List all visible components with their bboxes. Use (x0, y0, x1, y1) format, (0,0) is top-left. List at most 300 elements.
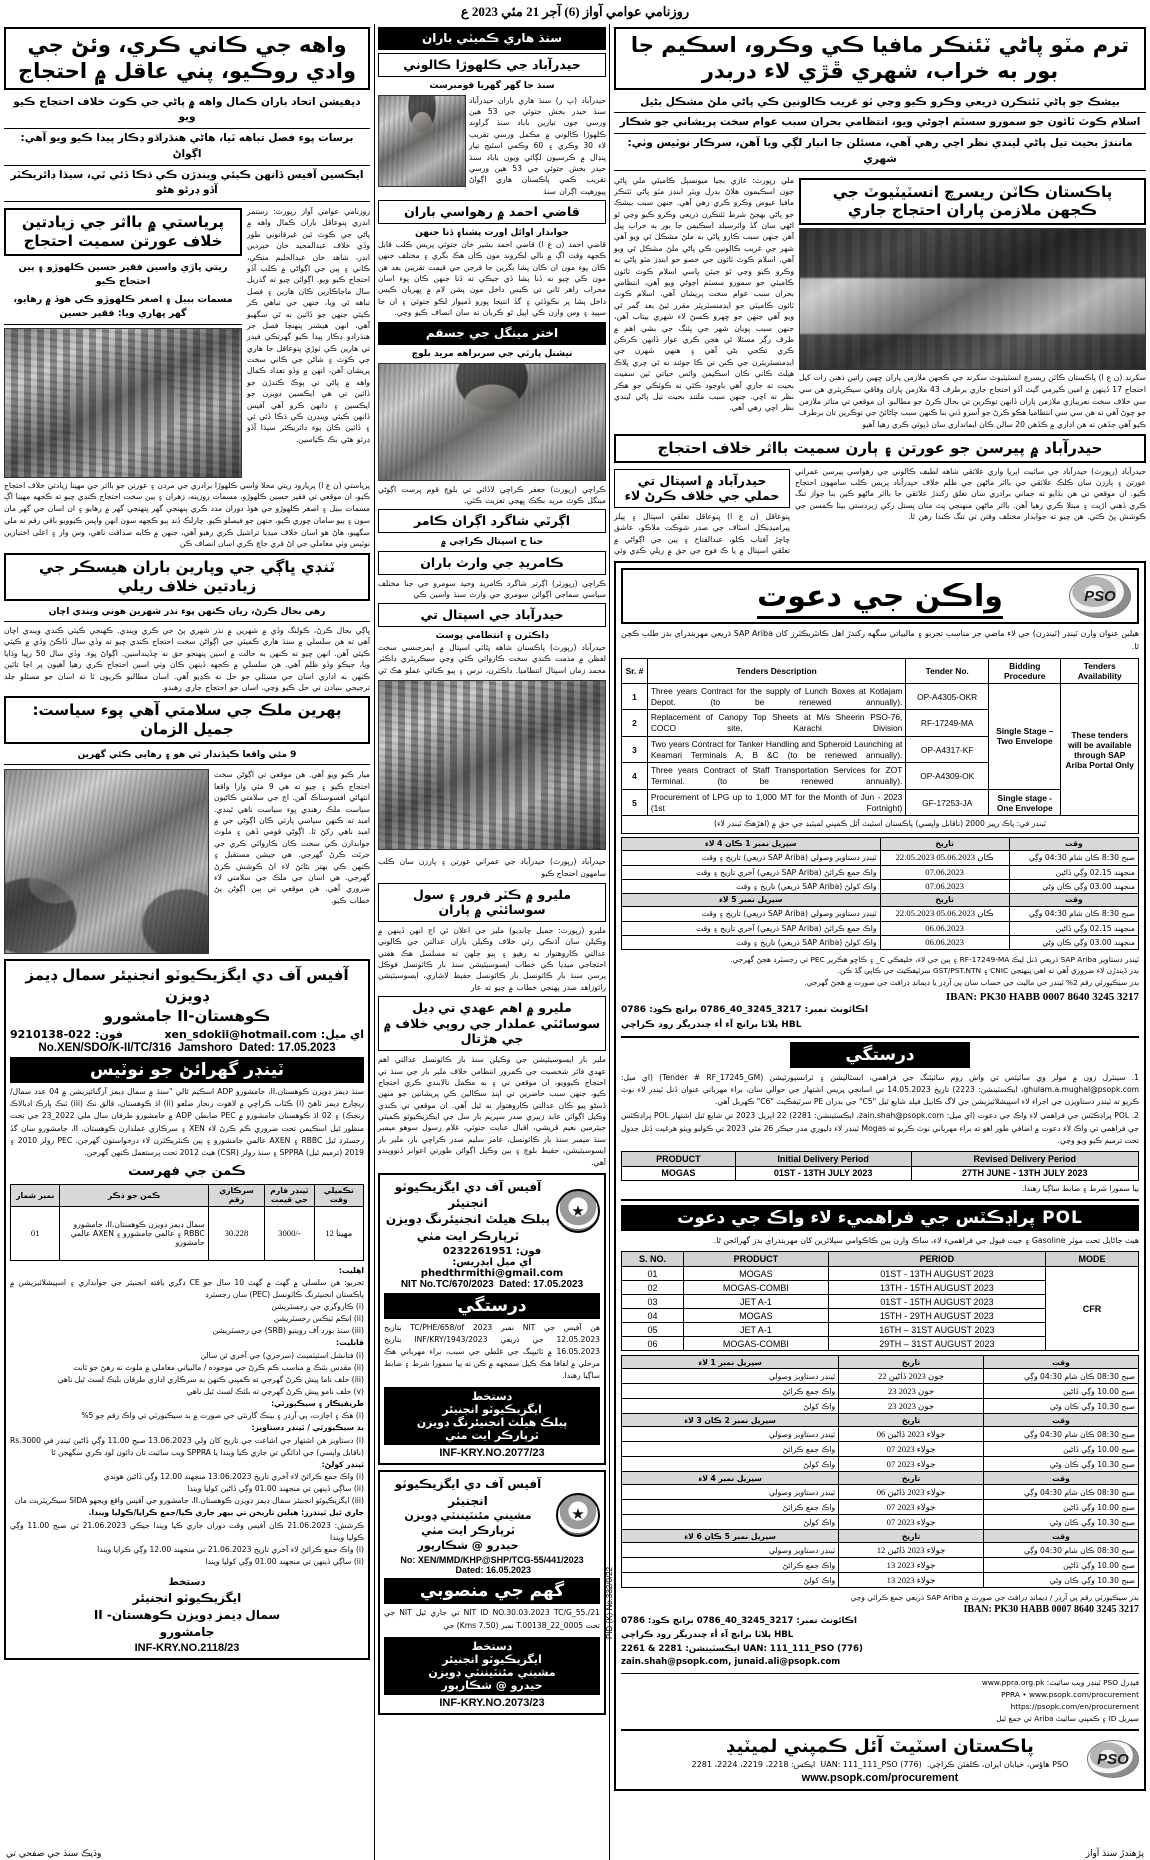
pso-th-3: Bidding Procedure (989, 658, 1061, 683)
left-lead-sub-1: برسات پوء فصل تباهه ٿيا، هاڻي هنڌراڌو ڊڪار پيدا ڪيو ويو آهي: اڳواڻ (4, 129, 370, 166)
ad1-clause-16: (iii) ايگزيڪيوٽو انجنيئر سمال ڊيمز ڊويزن ڪوهستان.II، جامشورو جي آفيس واقع ويجهو SIDA سيڪريٽريت مان (14, 1496, 364, 1506)
table-row (622, 683, 1139, 710)
masthead-text: روزنامي عوامي آواز (6) آجر 21 مئي 2023 ع (460, 4, 690, 19)
mid-headline-top: سنڌ هاري ڪميٽي باران (378, 27, 606, 50)
mid-body-2: ڪراچي (رپورٽ) جعفر ڪراچي لاڏائي تي بلوچ قوم پرست اڳوڻي مينگل ڪوٽ مريد بڪڪ ڀهجي تعزيت ڪئي. (378, 484, 606, 505)
pols1-r1-date: 23 جون 2023 (839, 1384, 984, 1399)
pols4-r0-date: 06 جولاء 2023 ڏاڻين (839, 1485, 984, 1500)
sch5-r2-time: منجهند 03.00 وڳي ڪان وڻي (1009, 935, 1138, 949)
mid-body-4: حيدرآباد (رپورٽ) پاڪستان شاهه پٿائي اسپتال ۾ ايمرجنسي سخت لفظن ۾ مذمت ڪندي سخت ڪاروائي ڪئي وڃي سيڪريٽري ڊاڪٽر محمد زمان اسپتال انتظاميا. ڊاڪٽرن، نرس ۽ ٻيو ڪنائي عملو هڪ ٿي (378, 642, 606, 675)
pol-r1-period: 13TH - 15TH AUGUST 2023 (828, 1281, 1045, 1295)
pso-footer-uan: UAN: 111_111_PSO (776) (820, 1759, 922, 1769)
pols56-r2-label: واڪ کولڻ (622, 1573, 839, 1588)
sch5-r0-label: ٽينڊر دستاويز وصولي (SAP Ariba ذريعي) تاريخ ۽ وقت (622, 906, 881, 921)
sch5-r1-date: 06.06.2023 (880, 921, 1009, 935)
ad1-email-label: اي ميل: (320, 1028, 364, 1042)
pols4-th-date: تاريخ (839, 1472, 984, 1485)
pso-bidding-5: Single stage - One Envelope (989, 789, 1061, 816)
right-section2-headline: پاڪستان ڪاٽن ريسرچ انسٽيٽيوٽ جي ڪجهن ملازمن پاران احتجاج جاري (799, 178, 1146, 226)
left-section3-sub: رهي بحال ڪرڻ، ريان ڪنهن پوء نذر شهرين هوني ويندي اچان (4, 604, 370, 623)
left-section3-body: ڀاڳي بحال ڪرڻ، ڪولنگ وڏي ۾ شهرين ۾ نذر شهري پڻ جي ڪري ويندي. ڪهنجي ڪيئي ڪندي ويندي اچان آهي ته هن سلسلي ۾ سنڌ هاري ڪميٽي جي اڳواڻن سخت احتجاج ڪندي چيو ته وڏي سال ڏاڪڻ وڏي ۾ ڪيئي ڪيئي آهن. انهن چيو ته ڪنهن به حالت ۾ اسين پنهنجو حق نه ڇڏينداسين. اڳواڻ پوء. وڏي سال 50 رپيا وڌايا ويا، جيڪو وڏو ظلم آهي. هن سلسلي ۾ ڪجهه ڏينهن ڪان وٺي اسين احتجاج ڪري رهيا آهيون پر اڃا تائين ڪنهن به اداري اسان جي مسئلي جو حل نه ڪڍيو آهي. اسان مطالبو ڪريون ٿا ته اسان جو مسئلو جلد ترجيحي بنيادن تي حل ڪيو وڃي. اسان جو احتجاج جاري رهندو. (4, 626, 370, 693)
pso-table-header-row (622, 658, 1139, 683)
page-footer (0, 1848, 1150, 1860)
pso-logo-text-footer: PSO (1097, 1750, 1129, 1768)
pol-products-table (621, 1251, 1139, 1351)
mid-body-1: قاضي احمد (ن ع ا) قاضي احمد بشير خان جتوئي پريس ڪلب قابل ڪجهه وقت اڳ ۾ نالي لڪروند مون ڪان هڪ بگري ۽ مختلف جنهن ڪان پوء مون ان ڪان پشا بگرين جا فرجن جي قيمت تقريبن بعد هن مون ڪي چيو ته ڏنا پشا ڏي جيڪي ته ڏنا جنهن ڪان پوء اسان محراب راهر ٿاني تي ڪيس داخل مون پشن لام ۾ ڀهريان ڪيس داخل پشا پر نڪوڏئي ۽ گڏ انتيجا پورو ڏميوار لڪو جتوئي ۽ ان جا سپيڊ ۽ وس وارن ڪي اپيل ٿو ڪربان ته سان انصاف ڪيو وڃي. (378, 239, 606, 318)
pso-bidding-1-4: Single Stage – Two Envelope (989, 683, 1061, 789)
sch5-th-date: تاريخ (880, 893, 1009, 906)
sch14-r0-label: ٽينڊر دستاويز وصولي (SAP Ariba ذريعي) تاريخ ۽ وقت (622, 850, 881, 865)
table-row (622, 1485, 1139, 1500)
ad1-dated: 17.05.2023 (278, 1042, 336, 1055)
mid-item-1-title: قاضي احمد ۾ رهواسي باران (378, 200, 606, 224)
table-row (622, 879, 1139, 893)
pols23-r1-date: 07 جولاء 2023 (839, 1442, 984, 1457)
mech-sign-2: مشيني مئنٽيننٽي ڊويزن (428, 1665, 556, 1679)
mid-item-8-title: مليرو ۾ اهم عهدي تي ڊيل سوسائٽي عملدار جي روپي خلاف ۾ جي هڙتال (378, 996, 606, 1051)
pol-r5-product: MOGAS-COMBI (684, 1337, 829, 1351)
pol-th-0: S. NO. (622, 1252, 684, 1267)
pol-intro: هيٺ ڄاڻايل تحت موٽر Gasoline ۽ جيت فيول جي فراهميء لاء، ساڪ وارن ٻين ڪاڪوامي سپلائرين کان مهربندراي بدز گهرائجن ٿا. (713, 1235, 1139, 1245)
mech-black-header: گهم جي منصوبي (384, 1578, 600, 1604)
pso-logo-icon-footer (1087, 1740, 1139, 1778)
del-th-0: PRODUCT (622, 1151, 736, 1166)
sch14-r1-date: 07.06.2023 (880, 865, 1009, 879)
pols23-caption: سيريل نمبر 2 ڪان 3 لاء (622, 1414, 839, 1427)
phe-phone-label: فون: (515, 1245, 542, 1257)
ad1-clause-14: (i) واڪ جمع ڪرائڻ لاء آخري تاريخ 13.06.2023 منجهند 12.00 وڳي ڏاڻين هوندي (103, 1471, 364, 1481)
pso-row3-desc: Three years Contract of Staff Transportation Services for ZOT Terminal. (to be renewed annually). (647, 763, 906, 790)
pol-mode: CFR (1045, 1267, 1138, 1351)
pso-row2-no: OP-A4317-KF (906, 736, 989, 763)
pols4-r0-time: صبح 08:30 ڪان شام 04:30 وڳي (983, 1485, 1138, 1500)
pso-row0-desc: Three years Contract for the supply of Lunch Boxes at Kotlajam Depot. (to be renewed annually). (647, 683, 906, 710)
pso-note-2: بدز سيڪيورٽي رقم 2% ٽينڊر جي ماليت جي حساب سان پي آرڊر يا ڊيمانڊ ڊرافٽ جي صورت ۾ هجڻ گهرجي. (804, 978, 1139, 988)
ad1-row0-time: 12 مهينا (314, 1206, 363, 1260)
pso-ad-title: واڪن جي دعوت (757, 579, 1003, 619)
pols4-caption: سيريل نمبر 4 لاء (622, 1472, 839, 1485)
pso-footer-web[interactable]: www.psopk.com/procurement (801, 1771, 959, 1784)
pso-row1-desc: Replacement of Canopy Top Sheets at M/s Sheerin PSO-76, COCO site, Karachi Division (647, 710, 906, 737)
phe-phone[interactable]: 0232261951 (442, 1245, 513, 1257)
mid-item-4-title: ڪامريڊ جي وارث باران (378, 551, 606, 575)
ad1-ref-no: No.XEN/SDO/K-II/TC/316 (38, 1042, 172, 1055)
pso-row3-no: OP-A4309-OK (906, 763, 989, 790)
table-row (622, 850, 1139, 865)
table-row (622, 1573, 1139, 1588)
pol-schedule-table (621, 1355, 1139, 1588)
pso-logo-text: PSO (1084, 587, 1116, 605)
pols56-caption: سيريل نمبر 5 ڪان 6 لاء (622, 1530, 839, 1543)
phe-inf-no: INF-KRY.NO.2077/23 (439, 1447, 545, 1460)
pso-account: اڪائونٽ نمبر: 3217_3245_40_0786 برانچ ڪوڊ: 0786 (621, 1005, 869, 1016)
pol-bank-email[interactable]: zain.shah@psopk.com, junaid.ali@psopk.com (621, 1657, 841, 1668)
phe-sign-label: دستخط (471, 1390, 513, 1404)
mid-item-0-sub: سنڌ جا گهر گهريا قومبرست (429, 80, 555, 91)
phe-sign-3: ٽرپارڪر ايت مٺي (445, 1429, 539, 1443)
pols56-r0-date: 12 جولاء 2023 ڏاڻين (839, 1543, 984, 1558)
pols23-r2-date: 07 جولاء 2023 (839, 1457, 984, 1472)
ad1-inf-no: INF-KRY.NO.2118/23 (134, 1642, 240, 1655)
mech-inf-no: INF-KRY.NO.2073/23 (439, 1696, 545, 1709)
pols4-r0-label: ٽينڊر دستاويز وصولي (622, 1485, 839, 1500)
ad1-sign-label: دستخط (168, 1577, 206, 1589)
pols1-r0-time: صبح 08:30 ڪان شام 04:30 وڳي (983, 1369, 1138, 1384)
ad1-sign-3: جامشورو (159, 1624, 215, 1639)
sch5-r0-time: صبح 8:30 ڪان شام 04:30 وڳي (1009, 906, 1138, 921)
pols1-th-date: تاريخ (839, 1356, 984, 1369)
pol-bank-0: بدز سيڪيورٽي رقم پي آرڊر / ڊيمانڊ ڊرافٽ جي صورت ۾ SAP Ariba ذريعي جمع ڪرائي وڃي (850, 1593, 1139, 1603)
ad1-th-2: سرڪاري رقم (208, 1184, 264, 1206)
pso-row0-no: OP-A4305-OKR (906, 683, 989, 710)
pol-r2-no: 03 (622, 1295, 684, 1309)
ad1-clause-10: (i) هڪ ۽ اجازت، پي آرڊر ۽ بينڪ گارنٽي جي صورت ۾ بد سيڪيورٽي تي واڪ رقم جو 5% (81, 1411, 364, 1421)
pol-bank-account: اڪائونٽ نمبر: 3217_3245_40_0786 برانچ ڪوڊ: 0786 (621, 1616, 857, 1627)
ad1-eligibility-title: اهليت: (338, 1265, 364, 1275)
ad1-clause-1: (i) ڪاروگري جي رجسٽريشن (271, 1302, 364, 1311)
pso-note-line: ٽينڊر في: پاڪ رپيز 2000 (ناقابل واپسي) پاڪستان اسٽيٽ آئل ڪمپني لميٽيڊ جي حق ۾ (اهڙهڪ ٽينڊر لاء) (621, 816, 1139, 833)
ad1-black-header: ٽينڊر گهرائڻ جو نوٽيس (10, 1057, 364, 1083)
pol-ad-title: POL پراڊڪٽس جي فراهميء لاء واڪ جي دعوت (621, 1205, 1139, 1231)
pso-correction-header: درستگي (790, 1042, 970, 1068)
table-row (622, 1267, 1139, 1281)
masthead (0, 0, 1150, 24)
table-row (622, 893, 1139, 906)
left-section4-body: ميار ڪيو ويو آهي. هن موقعي تي اڳوڻن سخت احتجاج ڪيو ۽ چيو ته هي 9 مئي وارا واقعا انتهائي افسوسناڪ آهن. اڄ جي سلامتي ڪاڻيون سياست ملڪ رهندي پوء سياست ناهي ٿيندي. اميد ته ڪنهن سياسي پارٽي ڪان اڳوڻي جي ۾ اميد ناهي رکڻ ٿا. اڳوڻي قومي ڏهن ۽ ملوث جوابدارن ڪي سخت ڪان ڪاروائي ڪري جي جرئت ڪرڻ گهرجي. هي جيشن مستقبل ۽ ڪنهن ڪي بهتر بڻائڻ لاء اڻ ڪوشش ڪرڻ گهرجي. هي اسان جي ملڪ جي سلامتي لاء ضروري آهي. هن موقعي تي ٻين اڳوڻن پڻ خطاب ڪيو. (214, 770, 370, 905)
del-r0-product: MOGAS (622, 1166, 736, 1180)
pso-intro: هيلين عنوان وارن ٽينڊر (ٽينڊرن) جي لاء ماضي جر مناسب تجربو ۽ ماليياتي سگهه رکندڙ اهل ڪانٽريڪٽرز کان SAP Ariba ذريعي مهربندراي بدز طلب ڪجن ٿا. (621, 629, 1140, 652)
table-row (622, 906, 1139, 921)
mech-ref: No: XEN/MMD/KHP@SHP/TCG-55/441/2023 (400, 1555, 584, 1566)
pso-row4-desc: Procurement of LPG up to 1,000 MT for the Month of Jun - 2023 (1st Fortnight) (647, 789, 906, 816)
pol-r0-product: MOGAS (684, 1267, 829, 1281)
mech-body: NIT ID NO.30.03.2023 TC/G_55./21 تي جاري ٿيل NIT جي تحت T.00138_22_0005 نمبر (7.50 Kms) جي (384, 1608, 601, 1630)
table-row (622, 935, 1139, 949)
ad1-clause-4: قابليت: (336, 1338, 364, 1348)
ad1-th-3: ڪمن جو ذڪر (60, 1184, 208, 1206)
pols4-th-time: وقت (983, 1472, 1138, 1485)
pso-availability: These tenders will be available through SAP Ariba Portal Only (1061, 683, 1139, 816)
pols56-r2-date: 13 جولاء 2023 (839, 1573, 984, 1588)
mid-item-2-sub: نيشنل پارٽي جي سربراهه مريد بلوچ (411, 348, 573, 359)
pols23-r0-date: 06 جولاء 2023 ڏاڻين (839, 1427, 984, 1442)
column-container (0, 24, 1150, 1860)
right-protest-banner-photo (799, 228, 1146, 370)
pso-branch: HBL پلاٽا برانچ آء أء چندريگر رود ڪراچي (621, 1019, 802, 1030)
pols1-r1-time: صبح 10.00 وڳي ڏاڻين (983, 1384, 1138, 1399)
pols56-r2-time: صبح 10.30 وڳي ڪان وڻي (983, 1573, 1138, 1588)
sch5-caption: سيريل نمبر 5 لاء (622, 893, 881, 906)
pso-row0-sr: 1 (622, 683, 648, 710)
sch14-r2-label: واڪ کولڻ (SAP Ariba ذريعي) تاريخ ۽ وقت (622, 879, 881, 893)
pol-r2-period: 01ST - 15TH AUGUST 2023 (828, 1295, 1045, 1309)
mid-body-5: مليرو (رپورٽ: جميل چانڊيو) ملير جي اعلان ٿي اڄ انهن ڏينهن ۾ وڪيلن سان آڌنڪي رئي خلاف وڪيلن ياران عدالتن جي ڪالوني عدالتي ڪاروهتوار نه رهيو ۽ ٻيو جلهن ته مسلسل هڪ هفتي احتجاجي ميڊيا ڪي خطاب ايسوسيئيشن سنڌ بار ڪائونسل فوڪل پرسن سنڌ بار ڪائونسل بار ڪائونسل حفيظ لاشاري، ايسوسيئيشن رائوزاهد صدر پهنجي خطاب ۾ چيو ته عار (378, 925, 606, 992)
pso-row4-no: GF-17253-JA (906, 789, 989, 816)
pol-r1-product: MOGAS-COMBI (684, 1281, 829, 1295)
left-column (0, 24, 374, 1860)
pol-r0-no: 01 (622, 1267, 684, 1281)
pols23-th-time: وقت (983, 1414, 1138, 1427)
left-section4-sub: 9 مئي واقعا ڪيڏندار ٿي هو ۽ رهايي ڪئي گهرين (4, 747, 370, 766)
ad1-intro: سنڌ ڊيمز ڊويزن ڪوهستان.II، جامشورو ADP اسڪيم ٿالي "سنڌ ۾ سمال ڊيمز آرگنائيزيشن ۾ 04 عدد سمال/ريچارج ڊيمز ٺاهڻ (i) ڪٽاب ڪراچي ۾ لاهوت رنجار ضلعو (ii) اڌ ڪوهستان، قالق نڪ (iii) ٽنڪ پارڪ اڊبالاڪ رنجڪ) ۽ 02 اڌ ڪوهستان جامشورو ۾ PEC ضابطن ADP ۾ جامشورو طرفان سال ملي 2022_23 جي تحت منظور ٿيل اسڪيمن تحت ضروري ڪم ڪرڻ لاء XEN ۽ سرڪاري عملدارن ڪوهستان. II، جامشورو سان گڏ رجسٽرڊ ٿيل RBBC ۽ AXEN عالمي جامشورو ۽ ٻين ڪنٽريڪٽرن لاء درخواستون گهرجن. PEC رولز 2010 ۽ 2019 (ترميم ٿيل) SPPRA ۽ سنڌ رولز (CSR) هيٺ 2012 تحت پرستعمل ڪنهن گهرجن. (10, 1087, 365, 1157)
pols56-r0-time: صبح 08:30 ڪان شام 04:30 وڳي (983, 1543, 1138, 1558)
pso-correction-0: 1. سينٽرل زون ۾ مولر وي سائيٽس تي واش روم سائيٽنگ جي فراهمي، انسٽاليشن ۽ ٽرانسپورٽيشن (Tender # RF_17245_GM) (اي ميل: ghulam.a.mughal@psopk.com، ايڪسٽينشن: 2223) تاريخ 14.05.2023 تي اسانجي پريس اشتهار جي حوالي سان، براء مهرباني عنوان ڏنل ٽينڊر لاء نوٽ ڪريو ته ٽينڊر دستاويزن جي اجراء لاء اسپيشلائيزيشن جي لاگ ڪابيل فيلڊ شايع ٿيل "C5" جي بدران PE سرٽيفڪيٽ "C6" ڪهربل آهي. (621, 1072, 1140, 1107)
sch14-r2-time: منجهند 03.00 وڳي ڪان وڻي (1009, 879, 1138, 893)
table-row (622, 1369, 1139, 1384)
right-section3-headline: حيدرآباد ۾ پيرسن جو عورتن ۽ ٻارن سميت بااثر خلاف احتجاج (614, 434, 1146, 463)
pso-footer-title: پاڪستان اسٽيٽ آئل ڪمپني لميٽيڊ (726, 1735, 1034, 1757)
sitting-group-photo (4, 769, 209, 954)
pols56-r1-date: 13 جولاء 2023 (839, 1558, 984, 1573)
ad1-clause-0: تجربو: هن سلسلي ۾ گهٽ ۾ گهٽ 10 سال جو CE ڊگري يافته انجنيئر جي جوابداري ۽ اسپيشلائيزيشن ۾ پاڪستان انجنيئرنگ ڪائونسل (PEC) سان رجسٽرڊ (10, 1277, 364, 1299)
pol-footer-link-2[interactable]: https://psopk.com/en/procurement (1010, 1701, 1139, 1711)
pols23-r0-time: صبح 08:30 ڪان شام 04:30 وڳي (983, 1427, 1138, 1442)
ad-small-dams-division[interactable] (4, 959, 370, 1660)
right-lead-headline: ترم مٽو پاڻي ٽئنڪر مافيا ڪي وڪرو، اسڪيم جا بور به خراب، شهري ڦڙي لاء دربدر (614, 27, 1146, 90)
pols23-r2-label: واڪ کولڻ (622, 1457, 839, 1472)
pol-r4-no: 05 (622, 1323, 684, 1337)
ad1-clause-20: (ii) ساڳي ڏينهن تي منجهند 01.00 وڳي کوليا ويندا (205, 1556, 364, 1566)
table-row (622, 1515, 1139, 1530)
mid-item-0-title: حيدرآباد جي ڪلهوڙا ڪالوني (378, 53, 606, 77)
mid-item-3-title: اڳرٿي شاگرد اڳران ڪامر (378, 509, 606, 533)
ad1-clause-5: (i) فنانشل اسٽيٽمينٽ (سرجري) جي آخري ٽن سالن (200, 1350, 364, 1360)
ad1-works-table (10, 1184, 364, 1261)
pso-correction-footnote: بيا سمورا شرط ۽ ضابط ساڳيا رهندا. (1021, 1183, 1139, 1193)
ad1-clause-12: (i) دستاويز هن اشتهار جي اشاعت جي تاريخ کان ولي 13.06.2023 صبح 11.00 وڳي ڏاڻين ٽينڊر في Rs.3000 (ناقابل واپسي) جي ادائگي تي جاري ڪيا ويندا يا SPPRA ويب سائيٽ تان ڊائون لوڊ ڪري سگهجن ٿا (10, 1435, 364, 1457)
ad1-clause-2: (ii) انڪم ٽيڪس رجسٽريشن (273, 1314, 364, 1324)
ad1-table-header-row (11, 1184, 364, 1206)
ad-phe-division[interactable] (378, 1173, 606, 1465)
del-r0-initial: 01ST - 13TH JULY 2023 (735, 1166, 911, 1180)
sch14-r1-time: منجهند 02.15 وڳي ڏاڻين (1009, 865, 1138, 879)
pols56-th-date: تاريخ (839, 1530, 984, 1543)
pso-th-1: Tenders Description (647, 658, 906, 683)
left-section3-headline: ٽنڊي ڀاڳي جي وپارين باران هيسڪر جي زيادتين خلاف ريلي (4, 553, 370, 601)
left-lead-sub-2: ايڪسين آفيس ڏانهن ڪيئي ويندڙن ڪي ڌڪا ڏئي ٿي، سيڌا ڊائريڪٽر آڏو ڊرئو هڻو (4, 166, 370, 203)
table-row (622, 1384, 1139, 1399)
right-section2-caption: سکرند (ن ع ا) پاڪستان ڪاٽن ريسرچ انسٽيٽيوٽ سکرند جي ڪجهن ملازمن پاران ڇهين راتين ذهنن رات کيل احتجاج 17 ڏينهن ۾ امين ڪيرمي گيٽ آڏو احتجاج جاري برطرف 43 ملازمن پاران وفاقي سيڪريٽري هن سي سي خلاف سخت نعريبازي ملازمن پاران ڏانهن توڪرين تي بحال ڪرڻ جو مطالبو. ان موقعي تي متاثر ملازمن جو چوڻ آهي ته هن سي سي انتظاميا هڪو ڪرڻ جو آسرو ڏني بنا ڪنهن سبب ڄاڻائڻ جي توڪرين تان برطرف ڪيو آهي جڏهن ته هن اداري ۾ ڪڏهن 20 سالن ڪان ايمانداري سان ڏيوٽي ڪري رهيا آهيو (799, 373, 1146, 430)
pol-footer-link-3: سيريل ID ۽ ڪمپني سائيٽ Ariba تي جمع ٿيل (996, 1713, 1139, 1723)
pol-r3-product: MOGAS (684, 1309, 829, 1323)
ad1-clause-9: طريقيڪار ۽ سيڪيورٽي: (271, 1399, 364, 1409)
ad1-row0-sr: 01 (11, 1206, 60, 1260)
table-row (622, 1543, 1139, 1558)
pols56-r1-time: صبح 10.00 وڳي ڏاڻين (983, 1558, 1138, 1573)
pso-th-2: Tender No. (906, 658, 989, 683)
ad1-list-title: ڪمن جي فهرست (128, 1164, 246, 1180)
pso-row4-sr: 5 (622, 789, 648, 816)
pso-th-0: Sr. # (622, 658, 648, 683)
ad1-city: Jamshoro (177, 1042, 233, 1055)
mid-item-5-title: حيدرآباد جي اسپتال تي (378, 603, 606, 627)
pols4-r2-time: صبح 10.30 وڳي ڪان وڻي (983, 1515, 1138, 1530)
pso-pid-code: PID (K) No.332/0/22 (605, 1566, 614, 1639)
mid-body-0: حيدرآباد (پ ر) سنڌ هاري باران حيدرآباد سنڌ حيدر بخش جتوئي جي 53 هين ورسي جون تيارين باباد سنڌ گراونڊ ڪلهوڙا ڪالوني ۾ مڪمل ورسي تقريب لاء 30 وڪري ۽ 60 وڪمي اسٽيج تيار پنڊال ۾ ڪرسيون لڳائي ويون باباد سنڌ حيدر بخش جتوئي جي 53 هين ورسي تقريب ڪمي پاڪستان هاري اڳواڻ پيورهيت اڳران سنڌ (469, 95, 607, 196)
mid-item-1-sub: جوابدار اوائل اورت پشنا۽ ڏنا جنهن (415, 227, 569, 238)
right-body-b: حيدرآباد (رپورٽ) حيدرآباد جي سائيت ايريا واري علائقي شاهه لطيف ڪالوني جي رهواسي پيرسن عمراني عورتن ۽ ٻارزن سان ڪلڪ علائقي جي بااثر ماڻهن جي ظلم خلاف حيدرآباد پريس ڪلب سامهون احتجاج ڪيو. ان موقعي تي هن بڌايو ته جماني برادري سان تعلق رکندڙ علائقي جا بااثر ماڻهو ڪين بنا جواز تنگ ڪري ڏهني اڙيت ۽ مبتلا ڪري رهيا آهن. بااثر ماڻهن منهنجي پٽ متان پستل رکي زبردستي بيٺا ڪمسن جي ڪوشش پڻ ڪئي. هن چيو ته جوابدار مختلف وقتن تي تنگ ڪندا رهن ٿا. (795, 466, 1146, 522)
pol-bank-iban: IBAN: PK30 HABB 0007 8640 3245 3217 (963, 1604, 1139, 1616)
pols1-r2-time: صبح 10.30 وڳي ڪان وڻي (983, 1399, 1138, 1414)
mech-sign-label: دستخط (471, 1639, 513, 1653)
left-lead-text (247, 206, 370, 478)
mid-body-6: ملير بار ايسوسيئيشن جي وڪيلن سنڌ بار ڪائونسل عدالتي اهم عهدي فائز شخصيت جي ڪمزور انتظامن خلاف ملير بار جي سنڌ تي احتجاج ڪيوويو، ان موقعي تي ۽ به مڪمل نالابندي ڪري احتجاج ڪيو، جنهن سبب حاضرين تي اپنڊ سڪالين ڪي پريشانين جو منهن ڏسڻو پيو ڪان عدالتي ڪاروهتوار نه ٿيل آهي. ان موقعي تي ڪندي وڪيل اڳوائن عابد زبيري صدر سپريم بار سل جي ايڪزيڪيوٽو ڪميٽي جيئرمين نعيم قريشي، اقبال عنايت جتوئي، غلام رسول سوهو ميمبر سنڌ ميمبر سنڌ بار ڪائونسل، عامر سليم صدر ڪراچي بار، ملير بار ايسوسيئيشن، حفيظ بلوچ ۽ ٻين وڪيل اڳوائن طورتي اعوانر ڏنوويندو آهي. (378, 1055, 606, 1167)
table-row (622, 1151, 1139, 1166)
pso-iban: IBAN: PK30 HABB 0007 8640 3245 3217 (945, 991, 1139, 1004)
table-row (622, 1530, 1139, 1543)
ad1-sign-1: ايگزيڪيوٽو انجنيئر (132, 1591, 242, 1606)
table-row (622, 1166, 1139, 1180)
sch14-r2-date: 07.06.2023 (880, 879, 1009, 893)
ad-pso-tender[interactable] (605, 561, 1146, 1790)
left-section2-sub-1: مسمات ببيل ۽ اصغر ڪلهوڙو ڪي هوڏ ۾ رهايو، گهر ڀهاري ويا: فقير حسين (4, 291, 242, 325)
middle-column (374, 24, 610, 1860)
pso-schedule-1-4 (621, 837, 1139, 950)
pols1-caption: سيريل نمبر 1 لاء (622, 1356, 839, 1369)
protest-photo-family (4, 328, 242, 478)
sch14-r0-time: صبح 8:30 ڪان شام 04:30 وڳي (1009, 850, 1138, 865)
sch5-th-time: وقت (1009, 893, 1138, 906)
phe-dated: 17.05.2023 (533, 1278, 584, 1290)
ad1-clause-6: (ii) مقدس بئنڪ ۾ مناسب ڪم ڪرڻ جي موجوده / ماليياتي معاملي ۾ ملوث نه رهڻ جو ثابت (73, 1362, 364, 1372)
ad1-dated-label: Dated: (239, 1042, 275, 1055)
pol-footer-link-0[interactable]: فيڊرل PSO ٽينڊر ويب سائيٽ: www.ppra.org.pk (981, 1678, 1139, 1688)
sch14-caption: سيريل نمبر 1 ڪان 4 لاء (622, 837, 881, 850)
table-row (622, 1414, 1139, 1427)
ad1-clause-3: (iii) سنڌ بورڊ آف روينيو (SRB) جي رجسٽريشن (212, 1326, 364, 1336)
sch5-r1-time: منجهند 02.15 وڳي ڏاڻين (1009, 921, 1138, 935)
pso-note-1: بدز ڏيندڙن لاء ضروري آهي ته اهي پنهنجي CNIC ۽ GST/PST.NTN سرٽيفڪيٽ جي ڪاپي گڏ ڪن. (837, 966, 1139, 976)
ad1-th-1: ٽينڊر فارم جي قيمت (265, 1184, 314, 1206)
phe-sign-1: ايگزيڪيوٽو انجنيئر (442, 1403, 542, 1417)
ad1-th-0: تڪميلي وقت (314, 1184, 363, 1206)
ad1-row0-formprice: 3000/- (265, 1206, 314, 1260)
table-row (622, 1427, 1139, 1442)
footer-right-text: پڙهندڙ سنڌ آواز (1085, 1849, 1144, 1859)
ad1-th-4: نمبر شمار (11, 1184, 60, 1206)
pols56-r0-label: ٽينڊر دستاويز وصولي (622, 1543, 839, 1558)
table-row (622, 1457, 1139, 1472)
mech-title-3: حيدرو @ شڪارپور (417, 1538, 519, 1552)
pso-tenders-table (621, 658, 1139, 817)
pol-r4-period: 16TH – 31ST AUGUST 2023 (828, 1323, 1045, 1337)
pso-footer-ext: ايڪس: 2218، 2219، 2224، 2281 (691, 1759, 816, 1769)
govt-seal-icon (556, 1189, 600, 1233)
mid-item-3-sub: جنا ح اسپتال ڪراچي ۾ (440, 536, 544, 547)
table-row (622, 1399, 1139, 1414)
pol-footer-link-1[interactable]: PPRA • www.psopk.com/procurement (1001, 1690, 1139, 1700)
pso-note-0: ٽينڊر دستاويز SAP Ariba ذريعي ڏنل ليڪ RF-17249-MA ۽ ٻين جي لاء، خليفڪي C_ ۽ ڪاڇو هڪريز PEC تي رجسٽرڊ هجڻ گهرجي. (730, 954, 1139, 964)
ad1-clause-11: بد سيڪيورٽي / ٽينڊر دستاويز: (251, 1423, 364, 1433)
table-row (622, 1500, 1139, 1515)
ad1-clause-13: ٽينڊر کولڻ: (321, 1459, 364, 1469)
footer-left-text: وڌيڪ سنڌ جي صفحي تي (6, 1849, 102, 1859)
mech-sign-3: حيدرو @ شڪارپور (441, 1678, 543, 1692)
pols23-r1-label: واڪ جمع ڪرائڻ (622, 1442, 839, 1457)
pols4-r2-label: واڪ کولڻ (622, 1515, 839, 1530)
pol-r4-product: JET A-1 (684, 1323, 829, 1337)
pols23-th-date: تاريخ (839, 1414, 984, 1427)
pol-th-3: MODE (1045, 1252, 1138, 1267)
sch14-th-time: وقت (1009, 837, 1138, 850)
mech-sign-1: ايگزيڪيوٽو انجنيئر (442, 1652, 542, 1666)
phe-dated-label: Dated: (499, 1278, 531, 1290)
table-row (622, 1442, 1139, 1457)
left-section2-headline: پرياستي ۾ بااثر جي زيادتين خلاف عورتن سميت احتجاج (4, 208, 242, 256)
sch5-r0-date: 22.05.2023 ڪان 05.06.2023 (880, 906, 1009, 921)
sch14-th-date: تاريخ (880, 837, 1009, 850)
pol-r3-period: 15TH - 29TH AUGUST 2023 (828, 1309, 1045, 1323)
ad1-title-2: ڪوهستان-II جامشورو (103, 1006, 271, 1025)
right-lead-sub-2: مانندڙ بحيت تيل پاڻي ليندي نظر اچي رهي آهي، مسئلن جا انبار لڳي ويا آهن، سرڪار نوٽيس وٺي: شهري (614, 134, 1146, 171)
pso-row2-sr: 3 (622, 736, 648, 763)
phe-email[interactable]: phedthrmithi@gmail.com (420, 1267, 564, 1279)
left-photo-caption: پرياستي (ن ع ا) پريارود ريتي محلا واسي ڪلهوڙا برادري جي مردن ۽ عورتن جو بااثر جي مهينا زيادتي خلاف احتجاج ڪيو، ان موقعي تي فقير حسين ڪلهوڙو، مسمات روزينه، زهران ۽ ٻين سخت احتجاج ڪندي چيو ته ڪجهه مهينا اڳ مسمات ببيل ۽ اصغر ڪلهوڙو جي هوڏ دوران مدد ڪري پنهنجي گهر پنهنجي گهر ۾ رهايو ۽ ان اسان جي گهر مان سون ۽ ٻيو سامان چوري ڪيو، جنهن جو فيصلو ڪيو. چارلڪ ڏند ٻيو ڪجهه سون انهن واپس ڪيوويو باقي رقم نه ملي سگهيو، هاڻ هو اسان خلاف ميڊيا تراشيل ڪري رهيو آهي، جنهن ۾ ڪابه صداقت ناهي، وس وار ۽ اعلى اختيارين نوٽيس وٺي معاملي جي اڻ قري جاچ ڪري اسان انصاف ڪن (4, 480, 370, 549)
phe-email-label: اي ميل ايڊريس: (452, 1256, 532, 1268)
ad-mechanical-maintenance[interactable] (378, 1470, 606, 1714)
pols1-r1-label: واڪ جمع ڪرائڻ (622, 1384, 839, 1399)
ad1-sign-2: سمال ڊيمز ڊويزن ڪوهستان- II (93, 1607, 281, 1622)
ad1-row0-work: سمال ڊيمز ڊويزن ڪوهستان.II، جامشورو RBBC ۽ عالمي جامشورو ۽ AXEN عالمي جامشورو (60, 1206, 208, 1260)
phe-title-1: آفيس آف دي ايگزيڪيوٽو انجنيئر (394, 1180, 542, 1211)
pso-row1-sr: 2 (622, 710, 648, 737)
ad1-clause-19: (i) واڪ جمع ڪرائڻ لاء آخري تاريخ 21.06.2023 تي منجهند 12.00 وڳي ڪرايا ويندا (97, 1544, 364, 1554)
ad1-phone[interactable]: 022-9210138 (10, 1028, 92, 1042)
left-lead-headline: واهه جي ڪاني ڪري، وئڻ جي وادي روڪيو، پني عاقل ۾ احتجاج (4, 27, 370, 90)
phe-sign-2: پبلڪ هيلٿ انجنيئرنگ ڊويزن (416, 1416, 568, 1430)
mid-item-5-sub: ڊاڪٽرن ۽ انتظامي پوسٽ (435, 630, 549, 641)
del-th-2: Revised Delivery Period (911, 1151, 1139, 1166)
table-row (11, 1206, 364, 1260)
ad1-email[interactable]: xen_sdokii@hotmail.com (164, 1028, 317, 1042)
pols23-r1-time: صبح 10.00 وڳي ڏاڻين (983, 1442, 1138, 1457)
pol-r5-no: 06 (622, 1337, 684, 1351)
pols23-r0-label: ٽينڊر دستاويز وصولي (622, 1427, 839, 1442)
pso-footer-contact: PSO هاؤس، خيابان ايران، ڪلفٽن ڪراچي. (926, 1759, 1069, 1769)
right-column (605, 24, 1150, 1860)
pol-r1-no: 02 (622, 1281, 684, 1295)
table-row (622, 1356, 1139, 1369)
pols56-th-time: وقت (983, 1530, 1138, 1543)
left-section4-headline: ٻهرين ملڪ جي سلامتي آهي پوء سياست: جميل الزمان (4, 696, 370, 744)
mech-title-2: مشيني مئنٽيننٽي ڊويزن ٽرپارڪر ايت مٺي (404, 1508, 532, 1537)
sch5-r2-label: واڪ کولڻ (SAP Ariba ذريعي) تاريخ ۽ وقت (622, 935, 881, 949)
phe-title-2: پبلڪ هيلٿ انجنيئرنگ ڊويزن ٽرپارڪر ايت مٺي (385, 1212, 551, 1243)
phe-black-header: درستگي (384, 1293, 600, 1319)
mid-item-2-title: اختر مينگل جي جسقم (378, 322, 606, 345)
table-row (622, 921, 1139, 935)
mech-title-1: آفيس آف دي ايگزيڪيوٽو انجنيئر (394, 1477, 542, 1508)
mech-dated-label: Dated: (455, 1565, 484, 1576)
pols1-th-time: وقت (983, 1356, 1138, 1369)
pol-r0-period: 01ST - 13TH AUGUST 2023 (828, 1267, 1045, 1281)
table-row (622, 1252, 1139, 1267)
mid-photo-caption-2: حيدرآباد (رپورٽ) حيدرآباد جي عمراني عورتن ۽ پارزن سان ڪلب سامهون احتجاج ڪيو (378, 857, 606, 878)
ad1-clause-18: ڪرشش: 21.06.2023 ڪان آفيس وقت دوران جاري ڪيا ويندا جيڪي 21.06.2023 تي صبح 11.00 وڳي ڪوليا ويندا (10, 1520, 365, 1542)
pols4-r2-date: 07 جولاء 2023 (839, 1515, 984, 1530)
sch5-r2-date: 06.06.2023 (880, 935, 1009, 949)
ad1-row0-amount: 30.228 (208, 1206, 264, 1260)
mid-body-3: ڪراچي (رپورٽر) اڳرتر شاگرد ڪامريڊ وحيد سومرو جي جنا مختلف سياسي سماجي اڳوائن سومري جي وارث سنڌ واسين ڪي (378, 578, 606, 599)
sch5-r1-label: واڪ جمع ڪرائڻ (SAP Ariba ذريعي) آخري تاريخ ۽ وقت (622, 921, 881, 935)
pso-delivery-table (621, 1151, 1139, 1181)
right-lead-sub-0: بيشڪ جو پاڻي ٽئنڪرن ذريعي وڪرو ڪيو وڃي ٿو غريب ڪالونين ڪي پاڻي ملڻ مشڪل بڻيل (614, 93, 1146, 114)
pso-row1-no: RF-17249-MA (906, 710, 989, 737)
pso-logo-icon (1069, 574, 1131, 618)
ad1-clause-15: (ii) ساڳي ڏينهن تي منجهند 01.00 وڳي ڏاڻين کوليا ويندا (187, 1484, 364, 1494)
mech-dated: 16.05.2023 (486, 1565, 532, 1576)
pols1-r2-date: 23 جون 2023 (839, 1399, 984, 1414)
